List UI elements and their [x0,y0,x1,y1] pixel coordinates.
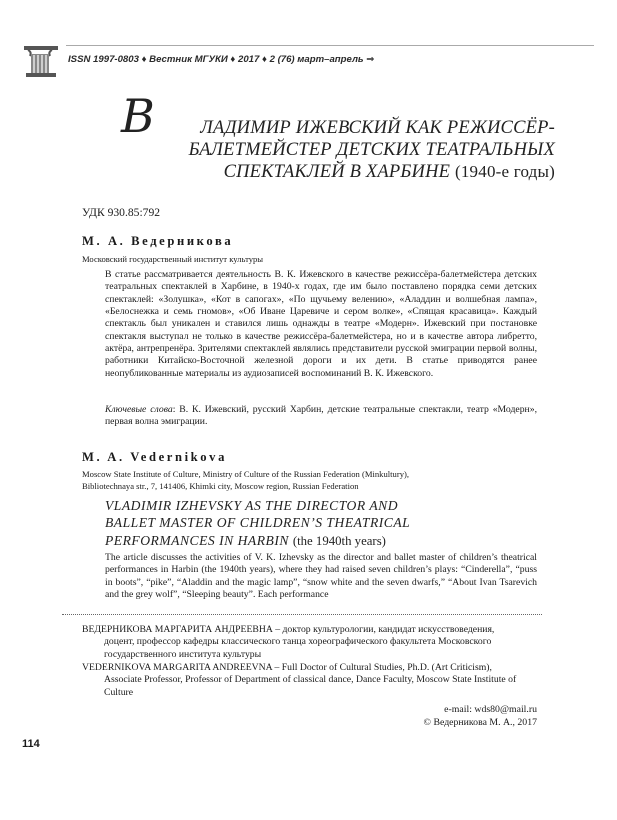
abstract-ru: В статье рассматривается деятельность В. К. Ижевского в качестве режиссёра-балетмейстера детских театральных спектаклей в Харбине, в 1940-х годах, где им было поставлено порядка семи детских спектаклей: «Золушка», «Кот в сапогах», «По щучьему велению», «Аладдин и волшебная лампа», «Белоснежка и семь гномов», «Об Иване Царевиче и сером волке», «Спящая красавица». Каждый спектакль был уникален и ставился лишь однажды в театре «Модерн». Ижевский при постановке спектакля выступал не только в качестве режиссёра-балетмейстера, но и в качестве автора либретто, актёра, антрепренёра. Зрителями спектаклей являлись представители русской эмиграции первой волны, работники Китайско-Восточной железной дороги и их дети. В статье приводятся ранее неопубликованные материалы из аудиозаписей воспоминаний В. К. Ижевского. [105,269,537,379]
article-title [121,89,555,184]
affiliation-en-2: Bibliotechnaya str., 7, 141406, Khimki city, Moscow region, Russian Federation [82,481,359,491]
author-note-en-line1: VEDERNIKOVA MARGARITA ANDREEVNA – Full Doctor of Cultural Studies, Ph.D. (Art Criticism), [82,662,492,673]
en-title-years: (the 1940th years) [292,533,386,548]
header-rule [66,45,594,46]
keywords-ru [105,404,537,429]
author-note-ru-rest: доцент, профессор кафедры классического танца хореографического факультета Московского государственного института культуры [104,636,492,660]
title-line-3 [125,161,555,184]
contact-block [237,703,537,729]
title-years: (1940-е годы) [454,162,555,181]
title-dropcap: В [121,89,156,143]
en-title-line-3 [105,532,545,550]
journal-header: ISSN 1997-0803 ♦ Вестник МГУКИ ♦ 2017 ♦ 2 (76) март–апрель ⇒ [68,54,375,65]
en-title-line-2: BALLET MASTER OF CHILDREN’S THEATRICAL [105,515,411,531]
udk-code: УДК 930.85:792 [82,206,161,219]
affiliation-en-1: Moscow State Institute of Culture, Ministry of Culture of the Russian Federation (Minkultury), [82,469,409,479]
author-note-en [82,662,540,699]
author-note-en-rest: Associate Professor, Professor of Department of classical dance, Dance Faculty, Moscow State Institute of Culture [104,674,517,698]
author-en: M. A. Vedernikova [82,450,227,464]
copyright: © Ведерникова М. А., 2017 [423,717,537,728]
en-title-line-3-text: PERFORMANCES IN HARBIN [105,532,289,548]
title-line-2: БАЛЕТМЕЙСТЕР ДЕТСКИХ ТЕАТРАЛЬНЫХ [188,139,555,160]
journal-logo-icon [20,38,60,78]
title-line-1: ЛАДИМИР ИЖЕВСКИЙ КАК РЕЖИССЁР- [200,118,555,138]
keywords-label: Ключевые слова [105,404,173,415]
abstract-en: The article discusses the activities of V. K. Izhevsky as the director and ballet master of children’s theatrical performances in Harbin (the 1940th years), where they had raised seven children’s plays: “Cinderella”, “puss in boots”, “pike”, “Aladdin and the magic lamp”, “snow white and the seven dwarfs,” “About Ivan Tsarevich and the grey wolf”, “Sleeping beauty”. Each performance [105,552,537,601]
page-number: 114 [22,738,40,750]
title-line-3-text: СПЕКТАКЛЕЙ В ХАРБИНЕ [223,162,451,182]
keywords-text: : В. К. Ижевский, русский Харбин, детские театральные спектакли, театр «Модерн», первая волна эмиграции. [105,404,537,428]
en-title-line-1: VLADIMIR IZHEVSKY AS THE DIRECTOR AND [105,498,399,513]
affiliation-ru: Московский государственный институт культуры [82,254,264,264]
author-note-ru-line1: ВЕДЕРНИКОВА МАРГАРИТА АНДРЕЕВНА – доктор культурологии, кандидат искусствоведения, [82,624,495,635]
footnote-divider [62,614,542,615]
author-note-ru [82,624,540,661]
author-ru: М. А. Ведерникова [82,234,234,248]
email: e-mail: wds80@mail.ru [444,704,537,715]
article-title-en [105,497,545,550]
